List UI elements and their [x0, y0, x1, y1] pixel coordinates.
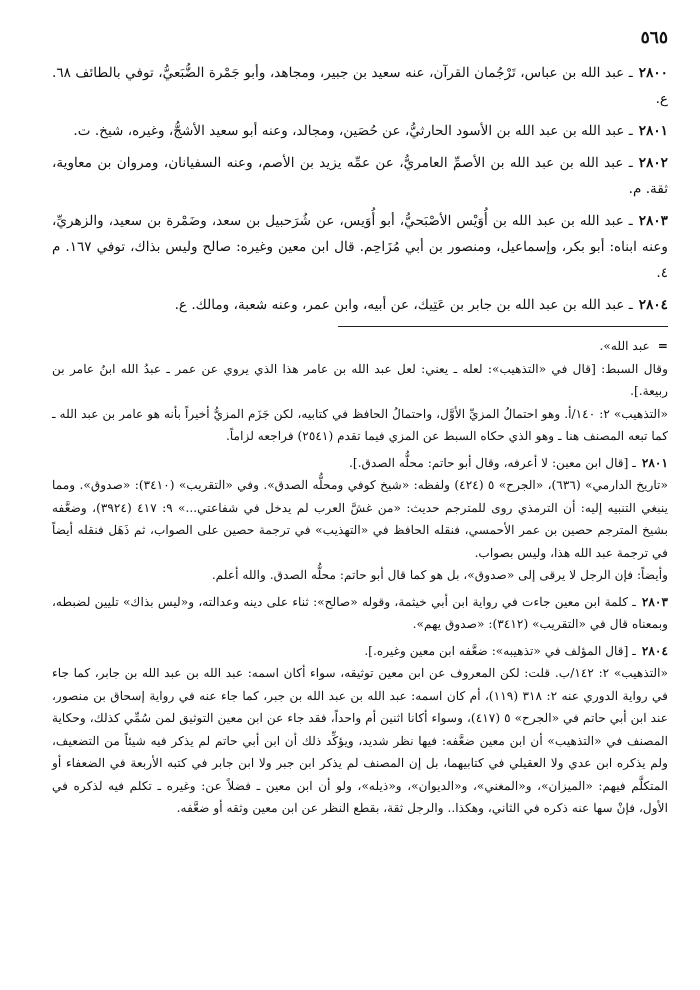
- footnote-paragraph: «التذهيب» ٢: ١٤٢/ب. قلت: لكن المعروف عن ابن معين توثيقه، سواء أكان اسمه: عبد الله بن عبد الله بن جابر، كما جاء في رواية الدوري عنه ٢: ٣١٨ (١١٩)، أم كان اسمه: عبد الله بن عبد الله بن جبر، كما جاء عنه في رواية إسحاق بن منصور، عند ابن أبي حاتم في «الجرح» ٥ (٤١٧)، وسواء أكانا اثنين أم واحداً، فقد جاء عن ابن معين التوثيق لمن سُمِّي كذلك، وحكاية المصنف في «التذهيب» أن ابن معين ضعَّفه: فيها نظر شديد، ويؤكِّد ذلك أن ابن أبي حاتم لم يذكر فيه شيئاً من التضعيف، ولم يذكره ابن عدي ولا العقيلي في كتابيهما، بل إن المصنف لم يذكر ابن جبر ولا ابن جابر في كتبه الأربعة في الضعفاء أو المتكلَّم فيهم: «الميزان»، و«المغني»، و«الديوان»، و«ذيله»، ولو أن ابن معين ـ فضلاً عن: وغيره ـ تكلم فيه لذكره في الأول، فإنْ سها عنه ذكره في الثاني، وهكذا.. والرجل ثقة، بقطع النظر عن ابن معين وثقه أو ضعَّفه.: [52, 666, 668, 815]
- footnote-paragraph: وأيضاً: فإن الرجل لا يرقى إلى «صدوق»، بل هو كما قال أبو حاتم: محلُّه الصدق. والله أعلم.: [211, 568, 668, 582]
- entry-2804: [52, 292, 668, 318]
- entry-2803: [52, 208, 668, 286]
- footnote-2804: [52, 640, 668, 820]
- footnote-paragraph: وقال السبط: [قال في «التذهيب»: لعله ـ يعني: لعل عبد الله بن عامر هذا الذي يروي عن عمر ـ عبدُ الله ابنُ عامر بن ربيعة.].: [52, 361, 668, 398]
- entries-list: [52, 60, 668, 318]
- footnote-number: ٢٨٠٤: [641, 643, 668, 658]
- entry-text: ـ عبد الله بن عبد الله بن أُوَيْس الأصْبَحيُّ، أبو أُوَيس، عن شُرَحبيل بن سعد، وضَمْرة بن سعيد، والزهريِّ، وعنه ابناه: أبو بكر، وإسماعيل، ومنصور بن أبي مُزَاحِم. قال ابن معين وغيره: صالح وليس بذاك، توفي ١٦٧. م ٤.: [52, 213, 668, 281]
- entry-number: ٢٨٠٢: [638, 155, 668, 171]
- entry-text: ـ عبد الله بن عبد الله بن الأصمِّ العامريُّ، عن عمِّه يزيد بن الأصم، وعنه السفيانان، ومروان بن معاوية، ثقة. م.: [52, 155, 668, 197]
- entry-number: ٢٨٠٠: [638, 65, 668, 81]
- entry-2802: [52, 150, 668, 202]
- footnote-paragraph: ٢٨٠٤ـ [قال المؤلف في «تذهيبه»: ضعَّفه ابن معين وغيره.].: [364, 643, 668, 658]
- page-number: ٥٦٥: [640, 28, 668, 48]
- entry-text: ـ عبد الله بن عبد الله بن الأسود الحارثيُّ، عن حُصَين، ومجالد، وعنه أبو سعيد الأشجُّ، وغيره، شيخ. ت.: [73, 123, 633, 139]
- entry-text: ـ عبد الله بن عبد الله بن جابر بن عَتِيك، عن أبيه، وابن عمر، وعنه شعبة، ومالك. ع.: [174, 297, 633, 313]
- footnote-paragraph: ٢٨٠١ـ [قال ابن معين: لا أعرفه، وقال أبو حاتم: محلُّه الصدق.].: [349, 455, 668, 470]
- footnotes: [52, 335, 668, 820]
- entry-number: ٢٨٠٣: [638, 213, 668, 229]
- entry-text: ـ عبد الله بن عباس، تَرْجُمان القرآن، عنه سعيد بن جبير، ومجاهد، وأبو جَمْرة الضُّبَعيُّ، توفي بالطائف ٦٨. ع.: [52, 65, 668, 107]
- footnote-paragraph: «التذهيب» ٢: ١٤٠/أ. وهو احتمالُ المزيِّ الأوَّل، واحتمالُ الحافظ في كتابيه، لكن جَزَم المزيُّ أخيراً بأنه هو عامر بن عبد الله ـ كما تبعه المصنف هنا ـ وهو الذي حكاه السبط عن المزي فيما تقدم (٢٥٤١) فراجعه لزاماً.: [52, 406, 668, 443]
- footnote-paragraph: «تاريخ الدارمي» (٦٣٦)، «الجرح» ٥ (٤٢٤) ولفظه: «شيخ كوفي ومحلُّه الصدق». وفي «التقريب» (٣٤١٠): «صدوق». ومما ينبغي التنبيه إليه: أن الترمذي روى للمترجم حديث: «من غشَّ العرب لم يدخل في شفاعتي...» ٩: ٤١٧ (٣٩٢٤)، وضعَّفه بشيخ المترجم حصين بن عمر الأحمسي، فنقله الحافظ في «التهذيب» في ترجمة حصين على الصواب، ثم ذَهَل فنقله أيضاً في ترجمة عبد الله هذا، وليس بصواب.: [52, 478, 668, 560]
- entry-2800: [52, 60, 668, 112]
- footnote-paragraph: =عبد الله».: [599, 339, 668, 353]
- footnote-2801: [52, 452, 668, 587]
- continuation-marker: =: [657, 339, 668, 353]
- entry-number: ٢٨٠٤: [638, 297, 668, 313]
- footnote-paragraph: ٢٨٠٣ـ كلمة ابن معين جاءت في رواية ابن أبي خيثمة، وقوله «صالح»: ثناء على دينه وعدالته، و«ليس بذاك» تليين لضبطه، وبمعناه قال في «التقريب» (٣٤١٢): «صدوق يهم».: [52, 594, 668, 631]
- footnote-continuation: [52, 335, 668, 448]
- footnote-2803: [52, 591, 668, 636]
- footnote-number: ٢٨٠١: [641, 455, 668, 470]
- footnote-number: ٢٨٠٣: [641, 594, 668, 609]
- entry-2801: [52, 118, 668, 144]
- footnote-divider: [338, 326, 668, 327]
- entry-number: ٢٨٠١: [638, 123, 668, 139]
- document-page: [52, 28, 668, 824]
